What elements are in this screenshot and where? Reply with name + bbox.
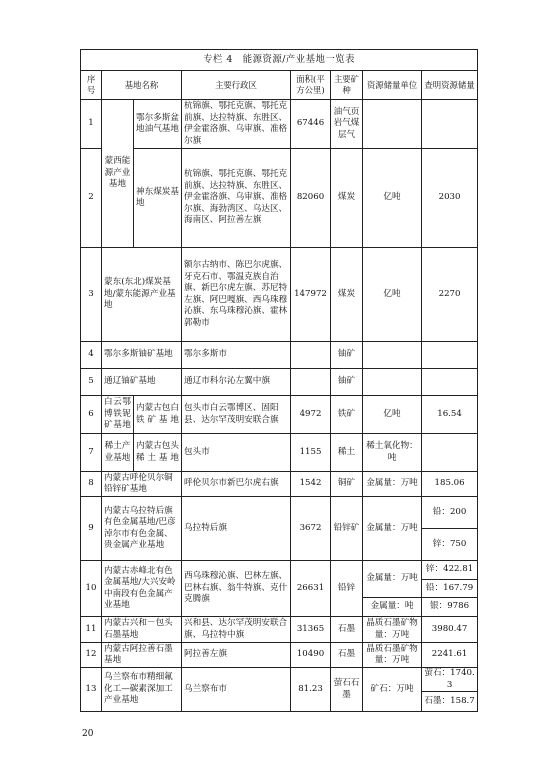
table-row [81, 643, 478, 668]
reserve-cell: 石墨：158.7 [422, 692, 478, 712]
base-name: 蒙东(东北)煤炭基地/蒙东能源产业基地 [102, 248, 182, 342]
unit-cell [363, 100, 422, 149]
area-cell: 147972 [291, 248, 331, 342]
area-cell [291, 369, 331, 396]
base-name: 内蒙古呼伦贝尔铜铅锌矿基地 [102, 472, 182, 497]
area-cell: 26631 [291, 561, 331, 617]
base-name: 通辽铀矿基地 [102, 369, 182, 396]
mineral-cell: 煤炭 [331, 248, 363, 342]
table-row [81, 497, 478, 529]
table-row [81, 100, 478, 149]
region-cell: 阿拉善左旗 [182, 643, 291, 668]
row-seq: 9 [81, 497, 102, 561]
base-name: 鄂尔多斯铀矿基地 [102, 342, 182, 369]
reserve-cell: 16.54 [422, 396, 478, 434]
reserve-cell: 银：9786 [422, 598, 478, 617]
unit-cell: 金属量：万吨 [363, 472, 422, 497]
area-cell: 67446 [291, 100, 331, 149]
region-cell: 西乌珠穆沁旗、巴林左旗、巴林右旗、翁牛特旗、克什克腾旗 [182, 561, 291, 617]
area-cell: 81.23 [291, 668, 331, 712]
region-cell: 额尔古纳市、陈巴尔虎旗、牙克石市、鄂温克族自治旗、新巴尔虎左旗、苏尼特左旗、阿巴嘎旗、西乌珠穆沁旗、东乌珠穆沁旗、霍林郭勒市 [182, 248, 291, 342]
mineral-cell: 油气页岩气煤层气 [331, 100, 363, 149]
region-cell: 呼伦贝尔市新巴尔虎右旗 [182, 472, 291, 497]
mineral-cell: 铀矿 [331, 369, 363, 396]
region-cell: 乌兰察布市 [182, 668, 291, 712]
table-row [81, 396, 478, 434]
reserve-cell: 2270 [422, 248, 478, 342]
base-name: 内蒙古乌拉特后旗有色金属基地/巴彦淖尔市有色金属、贵金属产业基地 [102, 497, 182, 561]
header-mineral: 主要矿种 [331, 71, 363, 100]
row-seq: 1 [81, 100, 102, 149]
mineral-cell: 石墨 [331, 643, 363, 668]
header-area: 面积(平方公里) [291, 71, 331, 100]
unit-cell [363, 342, 422, 369]
area-cell: 1542 [291, 472, 331, 497]
region-cell: 乌拉特后旗 [182, 497, 291, 561]
mineral-cell: 铜矿 [331, 472, 363, 497]
unit-cell: 金属量：吨 [363, 598, 422, 617]
table-row [81, 342, 478, 369]
base-name: 内蒙古包头稀土基地 [134, 434, 182, 472]
mineral-cell: 铅锌矿 [331, 497, 363, 561]
unit-cell: 金属量：万吨 [363, 497, 422, 561]
group-label-west: 蒙西能源产业基地 [102, 100, 134, 248]
base-name-left: 白云鄂博铁铌矿基地 [102, 396, 134, 434]
region-cell: 杭锦旗、鄂托克旗、鄂托克前旗、达拉特旗、东胜区、伊金霍洛旗、乌审旗、准格尔旗、海勃湾区、乌达区、海南区、阿拉善左旗 [182, 149, 291, 248]
reserve-cell: 铅：167.79 [422, 580, 478, 598]
reserve-cell [422, 342, 478, 369]
area-cell: 82060 [291, 149, 331, 248]
mineral-cell: 萤石石墨 [331, 668, 363, 712]
reserve-cell: 3980.47 [422, 617, 478, 643]
row-seq: 3 [81, 248, 102, 342]
unit-cell [363, 369, 422, 396]
row-seq: 6 [81, 396, 102, 434]
row-seq: 11 [81, 617, 102, 643]
page-number: 20 [82, 729, 94, 739]
header-region: 主要行政区 [182, 71, 291, 100]
unit-cell: 稀土氧化物：吨 [363, 434, 422, 472]
header-base-name: 基地名称 [102, 71, 182, 100]
area-cell: 4972 [291, 396, 331, 434]
table-row [81, 434, 478, 472]
reserve-cell [422, 100, 478, 149]
row-seq: 2 [81, 149, 102, 248]
unit-cell: 矿石：万吨 [363, 668, 422, 712]
energy-resource-base-table [80, 49, 478, 712]
unit-cell: 金属量：万吨 [363, 561, 422, 598]
table-row [81, 617, 478, 643]
area-cell: 10490 [291, 643, 331, 668]
region-cell: 包头市白云鄂博区、固阳县、达尔罕茂明安联合旗 [182, 396, 291, 434]
mineral-cell: 铁矿 [331, 396, 363, 434]
base-name: 乌兰察布市精细氟化工—碳素深加工产业基地 [102, 668, 182, 712]
table-row [81, 369, 478, 396]
reserve-cell: 锌：750 [422, 529, 478, 561]
reserve-cell: 铅：200 [422, 497, 478, 529]
mineral-cell: 稀土 [331, 434, 363, 472]
base-name: 神东煤炭基地 [134, 149, 182, 248]
area-cell: 1155 [291, 434, 331, 472]
table-title: 专栏 4 能源资源/产业基地一览表 [81, 50, 478, 71]
row-seq: 5 [81, 369, 102, 396]
row-seq: 12 [81, 643, 102, 668]
row-seq: 13 [81, 668, 102, 712]
row-seq: 7 [81, 434, 102, 472]
base-name: 内蒙古兴和－包头石墨基地 [102, 617, 182, 643]
row-seq: 8 [81, 472, 102, 497]
mineral-cell: 铅锌 [331, 561, 363, 617]
mineral-cell: 煤炭 [331, 149, 363, 248]
reserve-cell [422, 369, 478, 396]
row-seq: 10 [81, 561, 102, 617]
row-seq: 4 [81, 342, 102, 369]
table-row [81, 668, 478, 692]
region-cell: 通辽市科尔沁左翼中旗 [182, 369, 291, 396]
table-row [81, 248, 478, 342]
unit-cell: 亿吨 [363, 248, 422, 342]
reserve-cell: 萤石：1740.3 [422, 668, 478, 692]
header-unit: 资源储量单位 [363, 71, 422, 100]
region-cell: 鄂尔多斯市 [182, 342, 291, 369]
area-cell: 31365 [291, 617, 331, 643]
base-name-right: 内蒙古包白铁矿基地 [134, 396, 182, 434]
table-row [81, 149, 478, 248]
area-cell: 3672 [291, 497, 331, 561]
area-cell [291, 342, 331, 369]
base-name: 内蒙古赤峰北有色金属基地/大兴安岭中南段有色金属产业基地 [102, 561, 182, 617]
base-name: 鄂尔多斯盆地油气基地 [134, 100, 182, 149]
unit-cell: 亿吨 [363, 149, 422, 248]
region-cell: 包头市 [182, 434, 291, 472]
reserve-cell: 2030 [422, 149, 478, 248]
region-cell: 杭锦旗、鄂托克旗、鄂托克前旗、达拉特旗、东胜区、伊金霍洛旗、乌审旗、准格尔旗 [182, 100, 291, 149]
unit-cell: 晶质石墨矿物量：万吨 [363, 643, 422, 668]
header-seq: 序号 [81, 71, 102, 100]
mineral-cell: 石墨 [331, 617, 363, 643]
reserve-cell [422, 434, 478, 472]
region-cell: 兴和县、达尔罕茂明安联合旗、乌拉特中旗 [182, 617, 291, 643]
header-reserve: 查明资源储量 [422, 71, 478, 100]
unit-cell: 晶质石墨矿物量：万吨 [363, 617, 422, 643]
reserve-cell: 185.06 [422, 472, 478, 497]
unit-cell: 亿吨 [363, 396, 422, 434]
group-label-rare-earth: 稀土产业基地 [102, 434, 134, 472]
mineral-cell: 铀矿 [331, 342, 363, 369]
table-row [81, 561, 478, 580]
base-name: 内蒙古阿拉善石墨基地 [102, 643, 182, 668]
table-row [81, 472, 478, 497]
reserve-cell: 锌：422.81 [422, 561, 478, 580]
reserve-cell: 2241.61 [422, 643, 478, 668]
